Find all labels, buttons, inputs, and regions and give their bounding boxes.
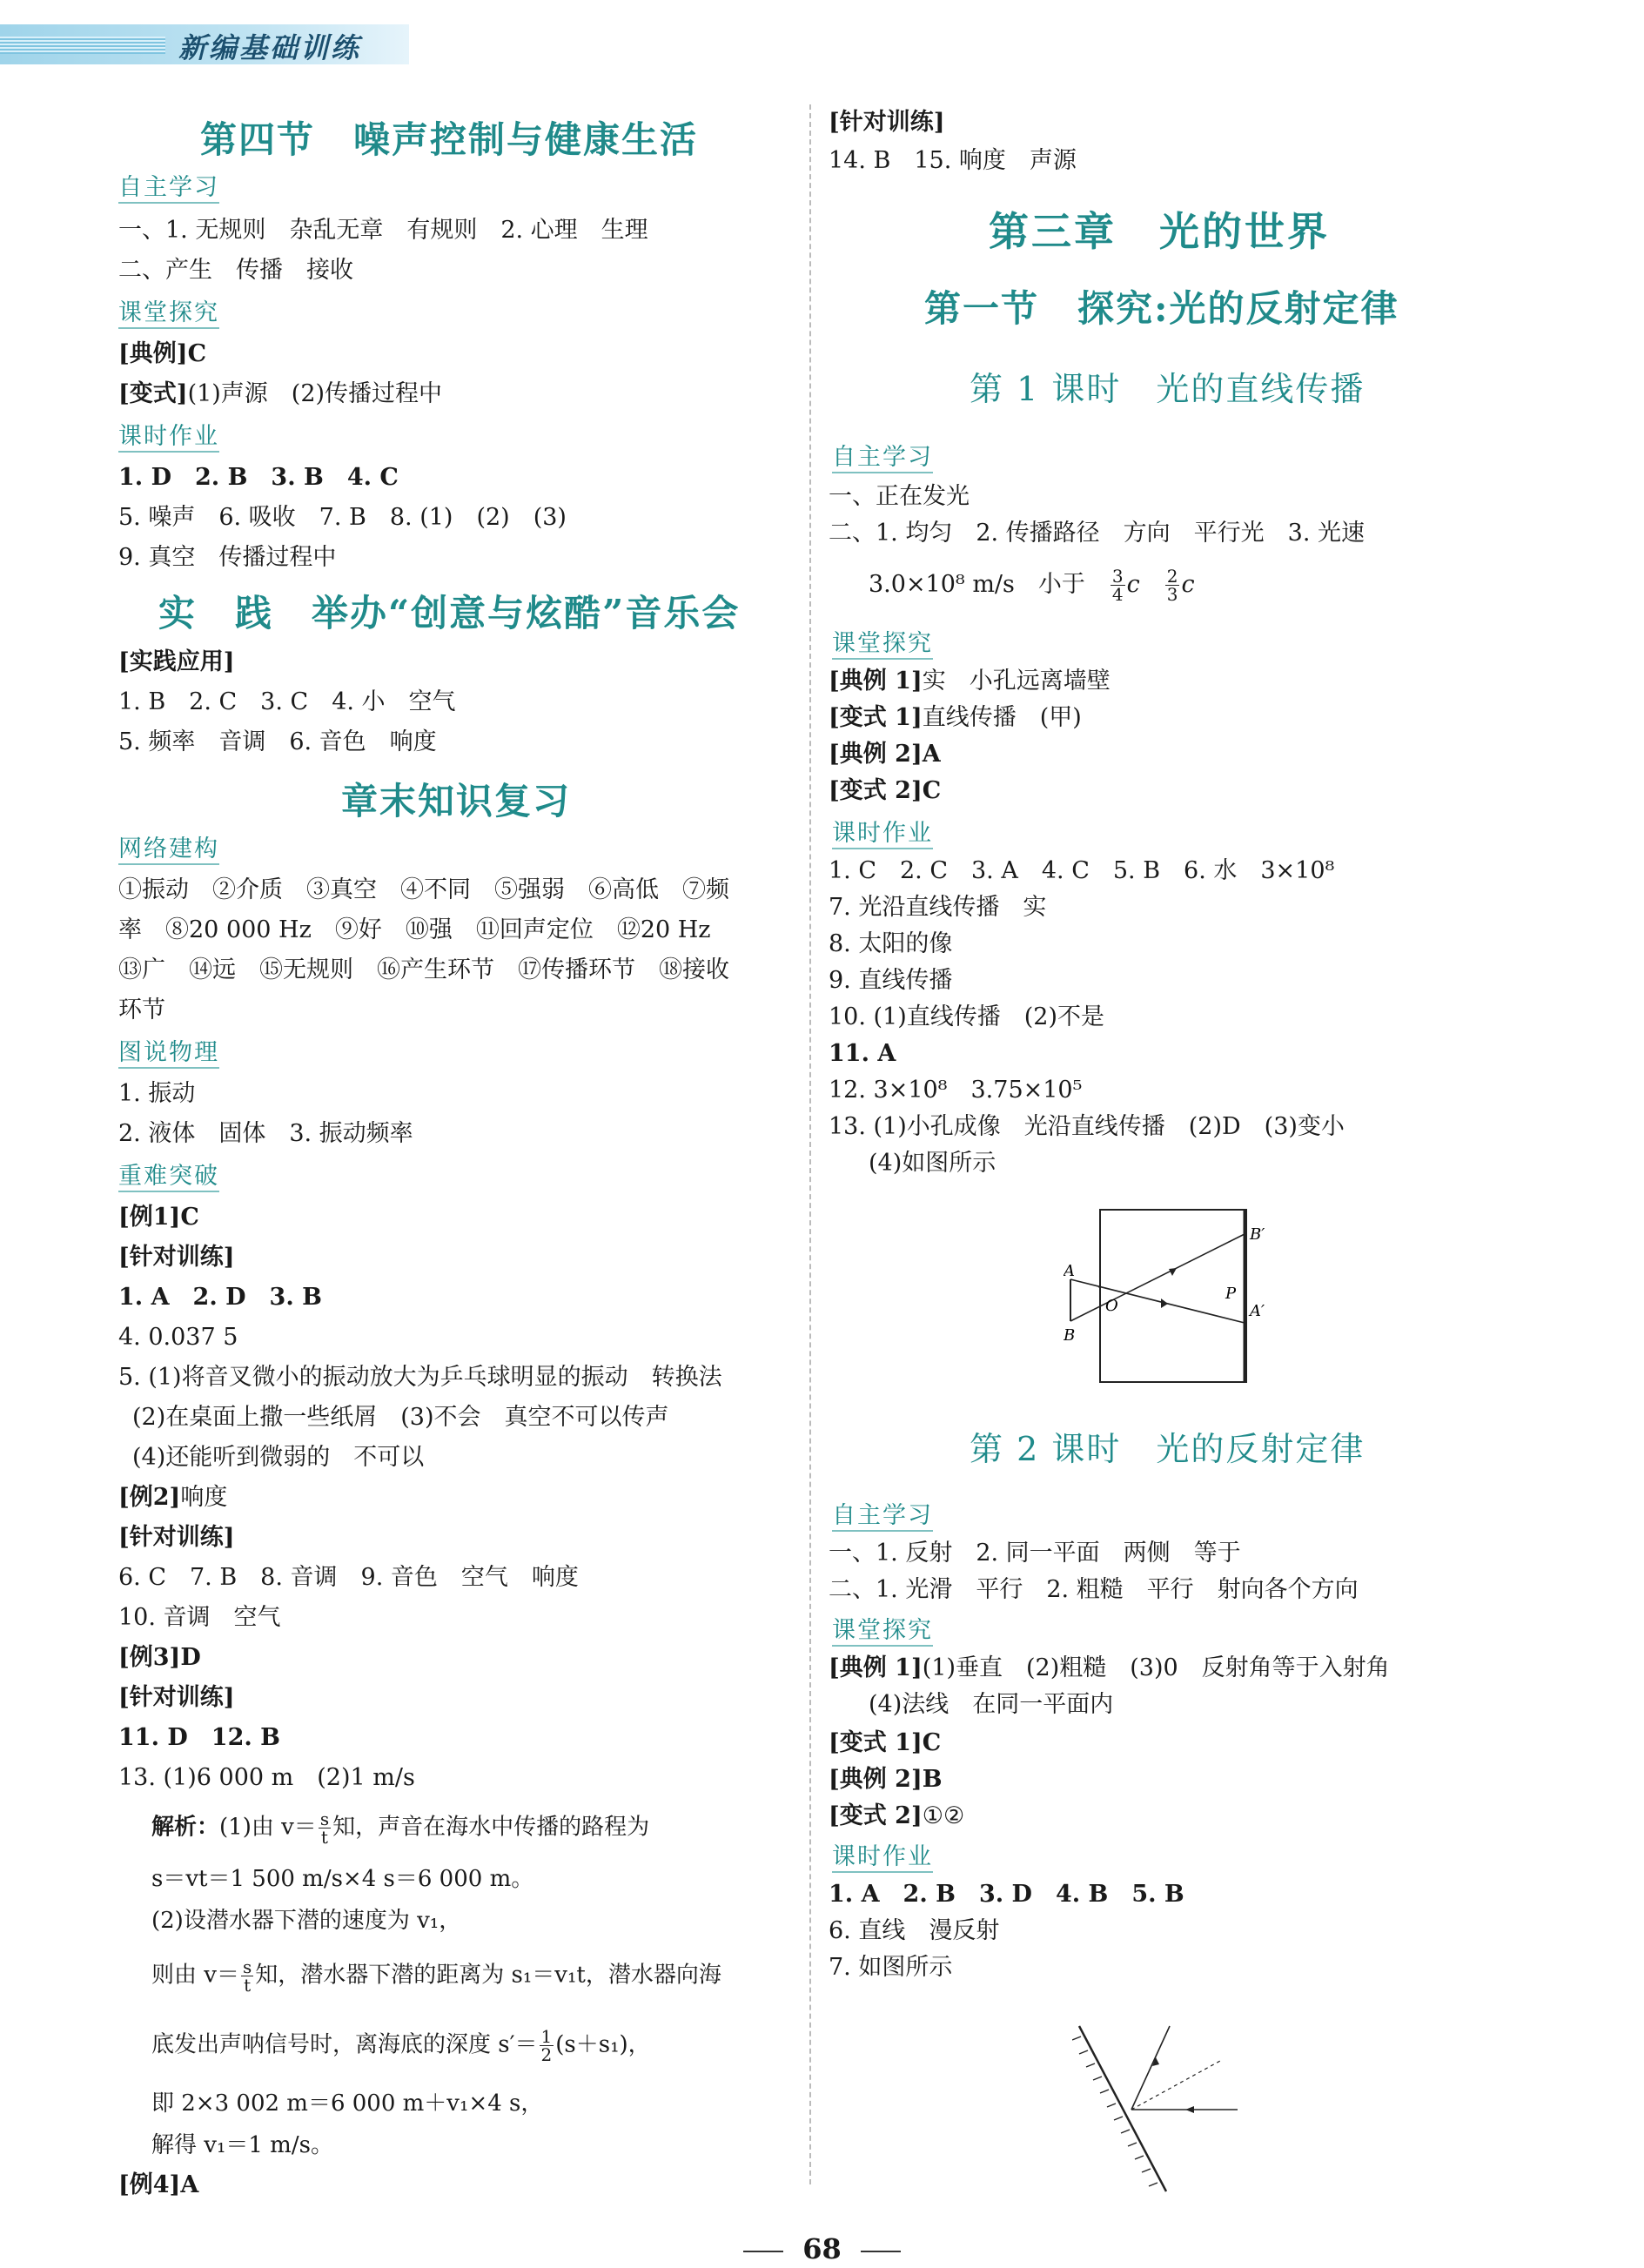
answer-line: 率 ⑧20 000 Hz ⑨好 ⑩强 ⑪回声定位 ⑫20 Hz	[118, 916, 711, 943]
label-homework: 课时作业	[832, 820, 933, 849]
tag: [变式 2]	[829, 1802, 923, 1829]
answer-line	[118, 1203, 199, 1232]
answer-line: 一、正在发光	[829, 483, 970, 510]
numerator: s	[319, 1808, 330, 1829]
solution-text: 则由 v＝	[151, 1962, 239, 1989]
answer-line: (4)如图所示	[869, 1150, 996, 1177]
answer-line: 14. B 15. 响度 声源	[829, 147, 1077, 174]
label-class-explore: 课堂探究	[118, 299, 219, 329]
section-title: 第四节 噪声控制与健康生活	[200, 118, 699, 161]
answer: C	[187, 340, 207, 367]
answer: ①②	[922, 1802, 965, 1829]
lesson-title: 第 2 课时 光的反射定律	[970, 1430, 1366, 1468]
tag: [实践应用]	[118, 648, 235, 675]
reflected-ray	[1131, 2026, 1170, 2110]
ray-B	[1070, 1234, 1245, 1321]
tag: [典例 2]	[829, 741, 923, 768]
ray-A	[1070, 1279, 1245, 1323]
answer-line	[829, 740, 941, 769]
solution-line	[151, 1810, 649, 1846]
answer-line	[869, 567, 1195, 603]
mirror-hatching	[1072, 2037, 1158, 2186]
answer-line: 环节	[118, 996, 165, 1023]
answer-line: 9. 直线传播	[829, 967, 953, 994]
answer-line: 1. D 2. B 3. B 4. C	[118, 464, 399, 491]
answer-line: 一、1. 无规则 杂乱无章 有规则 2. 心理 生理	[118, 217, 648, 244]
tag: [典例 1]	[829, 1654, 923, 1681]
answer-text: c	[1126, 571, 1140, 598]
label-class-explore: 课堂探究	[832, 1617, 933, 1647]
solution-line: s＝vt＝1 500 m/s×4 s＝6 000 m。	[151, 1866, 534, 1892]
label-key-points: 重难突破	[118, 1163, 219, 1192]
denominator: 4	[1111, 584, 1124, 605]
answer: C	[922, 777, 942, 804]
solution-line	[151, 1958, 721, 1994]
solution-line: 即 2×3 002 m＝6 000 m＋v₁×4 s，	[151, 2090, 544, 2117]
tag: [例2]	[118, 1484, 181, 1511]
mirror	[1079, 2026, 1166, 2191]
answer-line: ⑬广 ⑭远 ⑮无规则 ⑯产生环节 ⑰传播环节 ⑱接收	[118, 956, 729, 983]
practice-title: 实 践 举办“创意与炫酷”音乐会	[158, 592, 741, 634]
answer-line	[829, 1802, 964, 1831]
answer-line	[118, 339, 206, 369]
header-title: 新编基础训练	[178, 31, 362, 64]
solution-text: 底发出声呐信号时，离海底的深度 s′＝	[151, 2031, 538, 2058]
answer: 实 小孔远离墙壁	[922, 668, 1111, 694]
dash-right	[861, 2251, 901, 2252]
label-homework: 课时作业	[118, 423, 219, 453]
tag: [针对训练]	[118, 1524, 235, 1551]
label-class-explore: 课堂探究	[832, 630, 933, 660]
solution-text: 知，潜水器下潜的距离为 s₁＝v₁t，潜水器向海	[255, 1962, 721, 1989]
answer: B	[922, 1766, 943, 1793]
solution-text: 知，声音在海水中传播的路程为	[332, 1814, 650, 1841]
answer-line: 1. A 2. B 3. D 4. B 5. B	[829, 1881, 1184, 1908]
answer: (1)垂直 (2)粗糙 (3)0 反射角等于入射角	[922, 1654, 1390, 1681]
tag: [针对训练]	[829, 109, 945, 136]
tag: [典例 2]	[829, 1766, 923, 1793]
answer-line: 6. 直线 漫反射	[829, 1917, 1000, 1944]
answer-line: ①振动 ②介质 ③真空 ④不同 ⑤强弱 ⑥高低 ⑦频	[118, 876, 729, 903]
reflection-diagram	[1072, 2019, 1281, 2202]
incident-arrow	[1185, 2106, 1194, 2113]
answer-line: 5. 频率 音调 6. 音色 响度	[118, 728, 437, 755]
page-number-text: 68	[802, 2232, 842, 2265]
lesson-title: 第 1 课时 光的直线传播	[970, 370, 1366, 408]
answer-line: 1. 振动	[118, 1080, 196, 1107]
answer-line: 13. (1)6 000 m (2)1 m/s	[118, 1764, 415, 1791]
tag: [典例]	[118, 340, 188, 367]
tag: [针对训练]	[118, 1244, 235, 1271]
normal-line	[1131, 2061, 1220, 2110]
fraction	[241, 1958, 253, 1994]
page-number	[0, 2232, 1644, 2265]
answer: D	[180, 1644, 201, 1671]
denominator: 3	[1166, 584, 1178, 605]
numerator: 2	[1166, 566, 1178, 587]
column-divider	[809, 104, 811, 2184]
answer-line: 5. 噪声 6. 吸收 7. B 8. (1) (2) (3)	[118, 504, 567, 531]
answer: A	[922, 741, 941, 768]
answer-line: 12. 3×10⁸ 3.75×10⁵	[829, 1077, 1083, 1104]
tag: [变式 1]	[829, 704, 923, 731]
fraction	[1111, 567, 1125, 603]
answer-line	[829, 703, 1082, 733]
answer-line	[118, 1643, 201, 1673]
answer-line	[118, 379, 442, 409]
answer-line: 11. D 12. B	[118, 1724, 280, 1751]
label-self-study: 自主学习	[118, 174, 219, 204]
denominator: t	[244, 1975, 252, 1996]
solution-line	[151, 2028, 651, 2063]
solution-text: (s＋s₁)，	[555, 2031, 651, 2058]
tag: [例1]	[118, 1204, 181, 1231]
tag: [变式]	[118, 380, 188, 407]
tag: [例4]	[118, 2171, 181, 2198]
tag: [例3]	[118, 1644, 181, 1671]
tag: [变式 1]	[829, 1729, 923, 1756]
denominator: t	[320, 1827, 328, 1848]
answer: 响度	[180, 1484, 228, 1511]
answer-line: 11. A	[829, 1040, 896, 1067]
answer-line: 6. C 7. B 8. 音调 9. 音色 空气 响度	[118, 1564, 579, 1591]
label-P: P	[1225, 1285, 1237, 1303]
solution-line: 解得 v₁＝1 m/s。	[151, 2132, 333, 2158]
label-network: 网络建构	[118, 835, 219, 865]
answer-line: 10. (1)直线传播 (2)不是	[829, 1003, 1105, 1030]
label-homework: 课时作业	[832, 1843, 933, 1873]
answer-line: 一、1. 反射 2. 同一平面 两侧 等于	[829, 1540, 1241, 1567]
label-O: O	[1105, 1297, 1118, 1315]
label-illustrated: 图说物理	[118, 1039, 219, 1069]
answer-line: 4. 0.037 5	[118, 1324, 238, 1351]
review-title: 章末知识复习	[341, 780, 572, 822]
answer-line	[829, 1765, 943, 1795]
answer-line: 9. 真空 传播过程中	[118, 544, 337, 571]
arrow-A	[1161, 1298, 1168, 1308]
answer: C	[922, 1729, 942, 1756]
answer-line: 5. (1)将音叉微小的振动放大为乒乓球明显的振动 转换法	[118, 1364, 722, 1391]
answer-line: 1. C 2. C 3. A 4. C 5. B 6. 水 3×10⁸	[829, 857, 1335, 884]
answer: C	[180, 1204, 199, 1231]
label-A-prime: A′	[1250, 1302, 1265, 1320]
answer-line	[829, 1654, 1390, 1683]
answer-line	[118, 2171, 198, 2200]
header-stripes	[0, 37, 165, 54]
answer-line: 13. (1)小孔成像 光沿直线传播 (2)D (3)变小	[829, 1113, 1345, 1140]
answer-line	[829, 1728, 941, 1758]
answer: A	[180, 2171, 199, 2198]
fraction	[319, 1810, 331, 1846]
page-header	[0, 0, 1644, 87]
answer-line: (4)法线 在同一平面内	[869, 1691, 1114, 1718]
answer-line: 7. 光沿直线传播 实	[829, 894, 1047, 921]
numerator: 3	[1111, 566, 1124, 587]
answer-line	[118, 1483, 227, 1513]
answer-line: 10. 音调 空气	[118, 1604, 281, 1631]
solution-tag: 解析：	[151, 1814, 220, 1841]
answer: (1)声源 (2)传播过程中	[187, 380, 443, 407]
answer-line: 7. 如图所示	[829, 1954, 953, 1981]
answer-line	[829, 776, 941, 806]
answer-line: 二、1. 均匀 2. 传播路径 方向 平行光 3. 光速	[829, 520, 1366, 547]
label-self-study: 自主学习	[832, 1502, 933, 1532]
section-title: 第一节 探究:光的反射定律	[924, 287, 1399, 330]
fraction	[540, 2028, 554, 2063]
tag: [变式 2]	[829, 777, 923, 804]
chapter-title: 第三章 光的世界	[989, 208, 1330, 255]
answer: 直线传播 (甲)	[922, 704, 1082, 731]
answer-line	[829, 667, 1111, 696]
answer-line: 二、产生 传播 接收	[118, 257, 353, 284]
tag: [典例 1]	[829, 668, 923, 694]
label-A: A	[1064, 1262, 1075, 1280]
answer-text: c	[1181, 571, 1195, 598]
label-self-study: 自主学习	[832, 444, 933, 473]
answer-line: (4)还能听到微弱的 不可以	[132, 1444, 425, 1471]
fraction	[1165, 567, 1180, 603]
label-B-prime: B′	[1250, 1225, 1265, 1244]
answer-line: 1. A 2. D 3. B	[118, 1284, 322, 1311]
answer-line: 二、1. 光滑 平行 2. 粗糙 平行 射向各个方向	[829, 1576, 1359, 1603]
tag: [针对训练]	[118, 1684, 235, 1711]
answer-line: 2. 液体 固体 3. 振动频率	[118, 1120, 413, 1147]
solution-line: (2)设潜水器下潜的速度为 v₁，	[151, 1908, 462, 1934]
answer-line: 1. B 2. C 3. C 4. 小 空气	[118, 688, 456, 715]
answer-line: (2)在桌面上撒一些纸屑 (3)不会 真空不可以传声	[132, 1404, 669, 1431]
label-B: B	[1064, 1326, 1076, 1345]
dash-left	[743, 2251, 783, 2252]
answer-text: 3.0×10⁸ m/s 小于	[869, 571, 1085, 598]
numerator: s	[242, 1956, 252, 1977]
numerator: 1	[540, 2026, 553, 2047]
answer-line: 8. 太阳的像	[829, 930, 953, 957]
pinhole-diagram	[1064, 1201, 1290, 1392]
solution-text: (1)由 v＝	[219, 1814, 317, 1841]
denominator: 2	[540, 2044, 553, 2065]
